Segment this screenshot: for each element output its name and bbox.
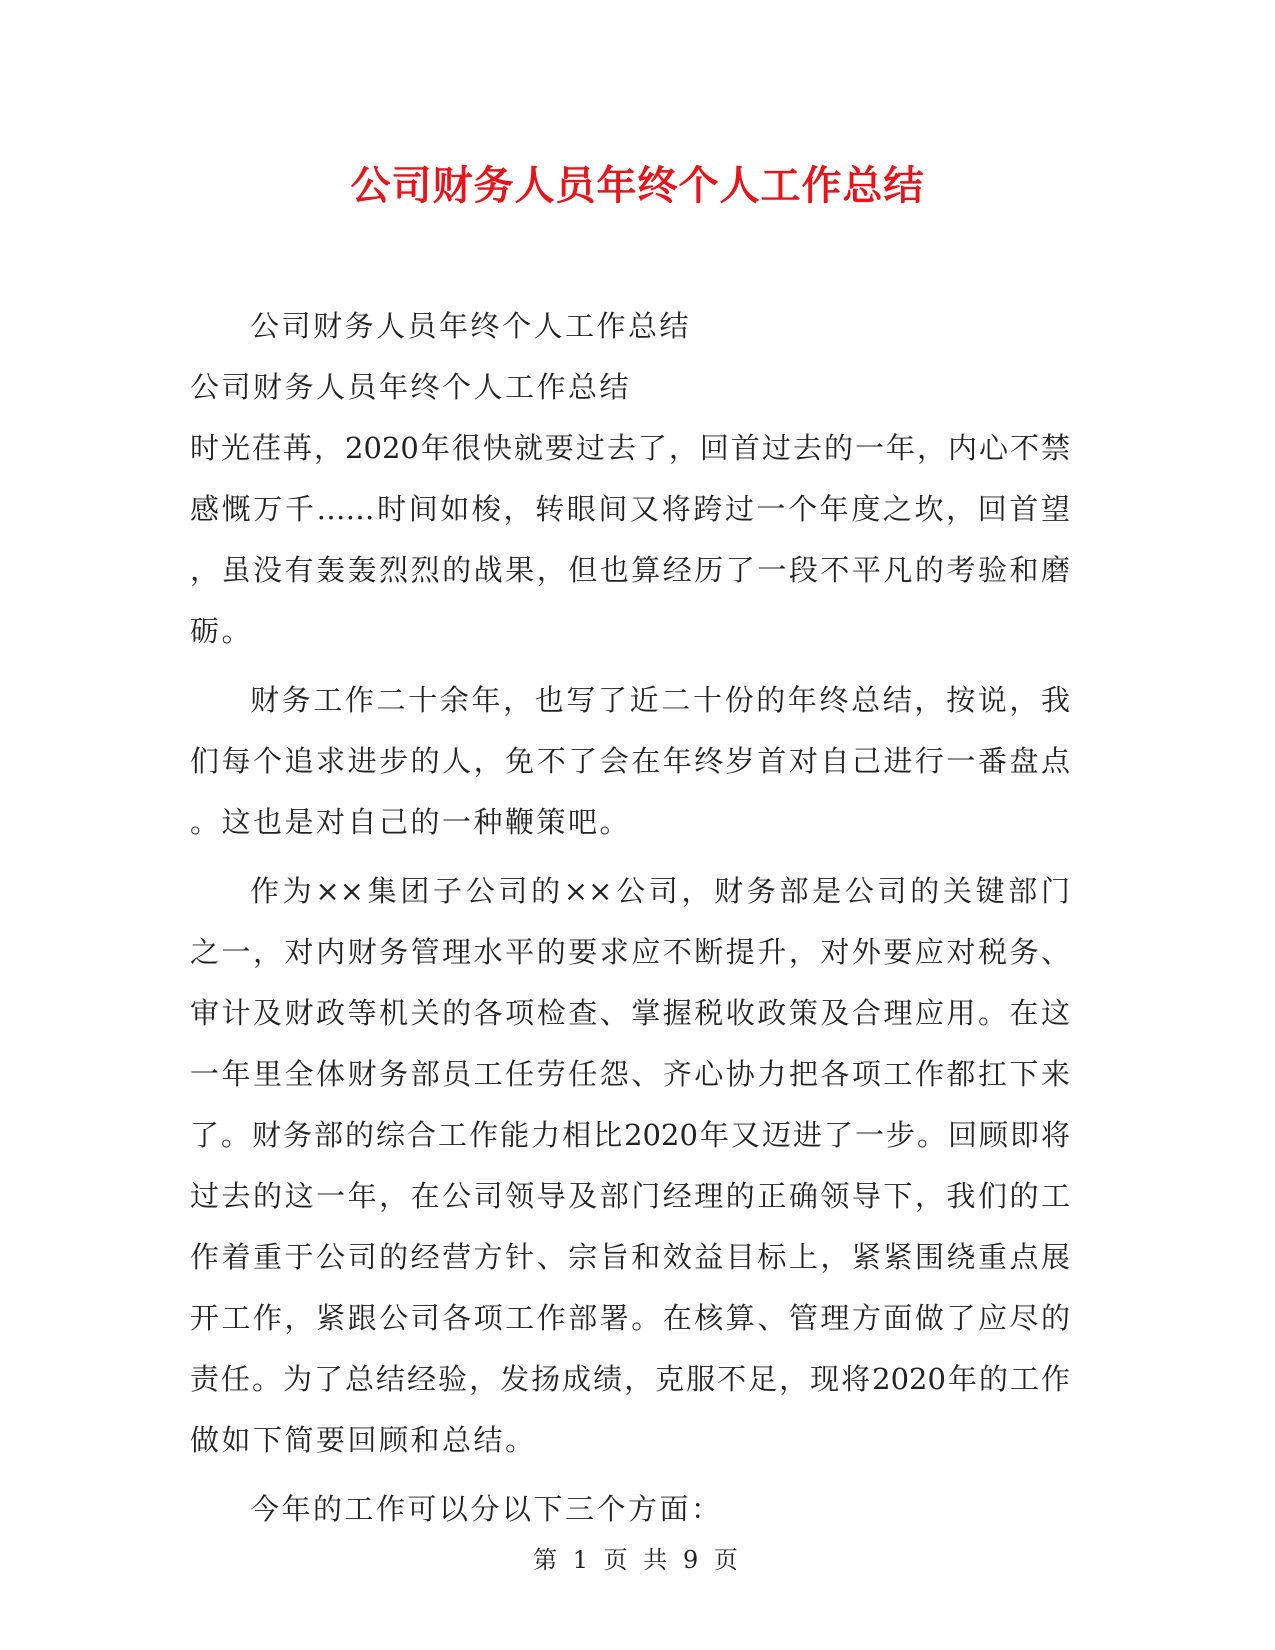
- paragraph-4-line-1: 今年的工作可以分以下三个方面：: [250, 1492, 723, 1526]
- page-number-footer: 第 1 页 共 9 页: [533, 1546, 742, 1574]
- paragraph-1-line-4: 砺。: [190, 614, 254, 648]
- paragraph-3-line-3: 审计及财政等机关的各项检查、掌握税收政策及合理应用。在这: [190, 996, 1070, 1030]
- heading-line: 公司财务人员年终个人工作总结: [190, 370, 632, 404]
- paragraph-1-line-1: 时光荏苒，2020年很快就要过去了，回首过去的一年，内心不禁: [190, 431, 1070, 465]
- paragraph-2-line-2: 们每个追求进步的人，免不了会在年终岁首对自己进行一番盘点: [190, 744, 1070, 778]
- paragraph-3-line-5: 了。财务部的综合工作能力相比2020年又迈进了一步。回顾即将: [190, 1118, 1070, 1152]
- paragraph-3-line-9: 责任。为了总结经验，发扬成绩，克服不足，现将2020年的工作: [190, 1362, 1070, 1396]
- paragraph-3-line-7: 作着重于公司的经营方针、宗旨和效益目标上，紧紧围绕重点展: [190, 1240, 1070, 1274]
- paragraph-3-line-4: 一年里全体财务部员工任劳任怨、齐心协力把各项工作都扛下来: [190, 1057, 1070, 1091]
- paragraph-3-line-2: 之一，对内财务管理水平的要求应不断提升，对外要应对税务、: [190, 935, 1070, 969]
- paragraph-3-line-8: 开工作，紧跟公司各项工作部署。在核算、管理方面做了应尽的: [190, 1301, 1070, 1335]
- paragraph-2-line-1: 财务工作二十余年，也写了近二十份的年终总结，按说，我: [250, 683, 1070, 717]
- paragraph-1-line-2: 感慨万千……时间如梭，转眼间又将跨过一个年度之坎，回首望: [190, 492, 1070, 526]
- paragraph-3-line-6: 过去的这一年，在公司领导及部门经理的正确领导下，我们的工: [190, 1179, 1070, 1213]
- paragraph-3-line-10: 做如下简要回顾和总结。: [190, 1423, 537, 1457]
- document-body: [190, 296, 1070, 1540]
- paragraph-3-line-1: 作为××集团子公司的××公司，财务部是公司的关键部门: [250, 874, 1070, 908]
- subtitle-line: 公司财务人员年终个人工作总结: [250, 309, 692, 343]
- paragraph-2-line-3: 。这也是对自己的一种鞭策吧。: [190, 805, 632, 839]
- page-title: 公司财务人员年终个人工作总结: [350, 163, 925, 209]
- paragraph-1-line-3: ，虽没有轰轰烈烈的战果，但也算经历了一段不平凡的考验和磨: [190, 553, 1070, 587]
